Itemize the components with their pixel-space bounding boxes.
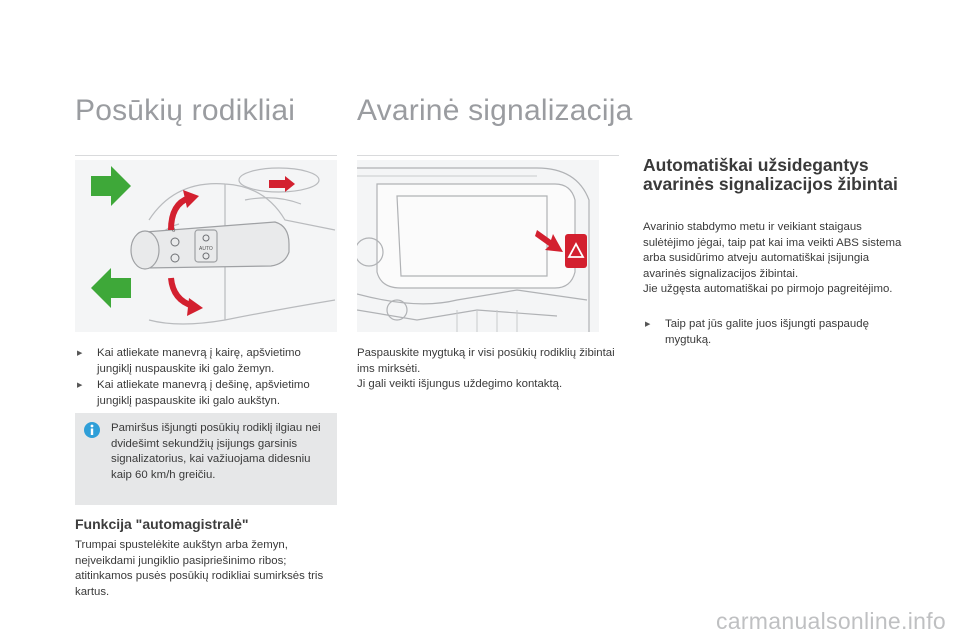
highway-function-text: Trumpai spustelėkite aukštyn arba žemyn, neįveikdami jungiklio pasipriešinimo ribos; atitinkamos pusės posūkių rodikliai sumirksės tris kartus. [75, 539, 324, 598]
auto-hazard-heading: Automatiškai užsidegantys avarinės signalizacijos žibintai [643, 155, 898, 194]
middle-heading-rule [357, 155, 619, 156]
left-bullet-item: ▶ Kai atliekate manevrą į dešinę, apšvietimo jungiklį paspauskite iki galo aukštyn. [75, 378, 337, 409]
red-pointer-icon [269, 176, 295, 192]
turn-signal-stalk-drawing [75, 160, 337, 332]
left-bullets [75, 346, 337, 409]
green-arrow-right-icon [91, 166, 131, 206]
auto-hazard-paragraph: Avarinio stabdymo metu ir veikiant staigaus sulėtėjimo jėgai, taip pat kai ima veikti ABS sistema arba susidūrimo atveju automatiškai įsijungia avarinės signalizacijos žibintai. Jie užgęsta automatiškai po pirmojo pagreitėjimo. [643, 221, 902, 295]
left-bullet-item: ▶ Kai atliekate manevrą į kairę, apšvietimo jungiklį nuspauskite iki galo žemyn. [75, 346, 337, 377]
left-heading-rule [75, 155, 337, 156]
info-note-box [75, 413, 337, 505]
middle-heading: Avarinė signalizacija [357, 94, 633, 127]
stalk-label-zero: 0 [172, 228, 176, 234]
info-icon [84, 422, 100, 438]
highway-function-heading: Funkcija "automagistralė" [75, 516, 249, 532]
left-heading: Posūkių rodikliai [75, 94, 296, 127]
hazard-caption: Paspauskite mygtuką ir visi posūkių rodiklių žibintai ims mirksėti. Ji gali veikti išjungus uždegimo kontaktą. [357, 347, 615, 390]
info-note-text: Pamiršus išjungti posūkių rodiklį ilgiau nei dvidešimt sekundžių įsijungs garsinis signalizatorius, kai važiuojama didesniu kaip 60 km/h greičiu. [111, 422, 321, 481]
dashboard-drawing [357, 160, 599, 332]
stalk-label-auto: AUTO [199, 246, 213, 252]
right-bullet-item: ▶ Taip pat jūs galite juos išjungti paspaudę mygtuką. [643, 317, 893, 348]
right-bullets [643, 317, 893, 348]
green-arrow-left-icon [91, 268, 131, 308]
turn-signal-illustration [75, 160, 337, 332]
hazard-button [565, 234, 587, 268]
hazard-button-illustration [357, 160, 599, 332]
watermark: carmanualsonline.info [715, 608, 946, 634]
